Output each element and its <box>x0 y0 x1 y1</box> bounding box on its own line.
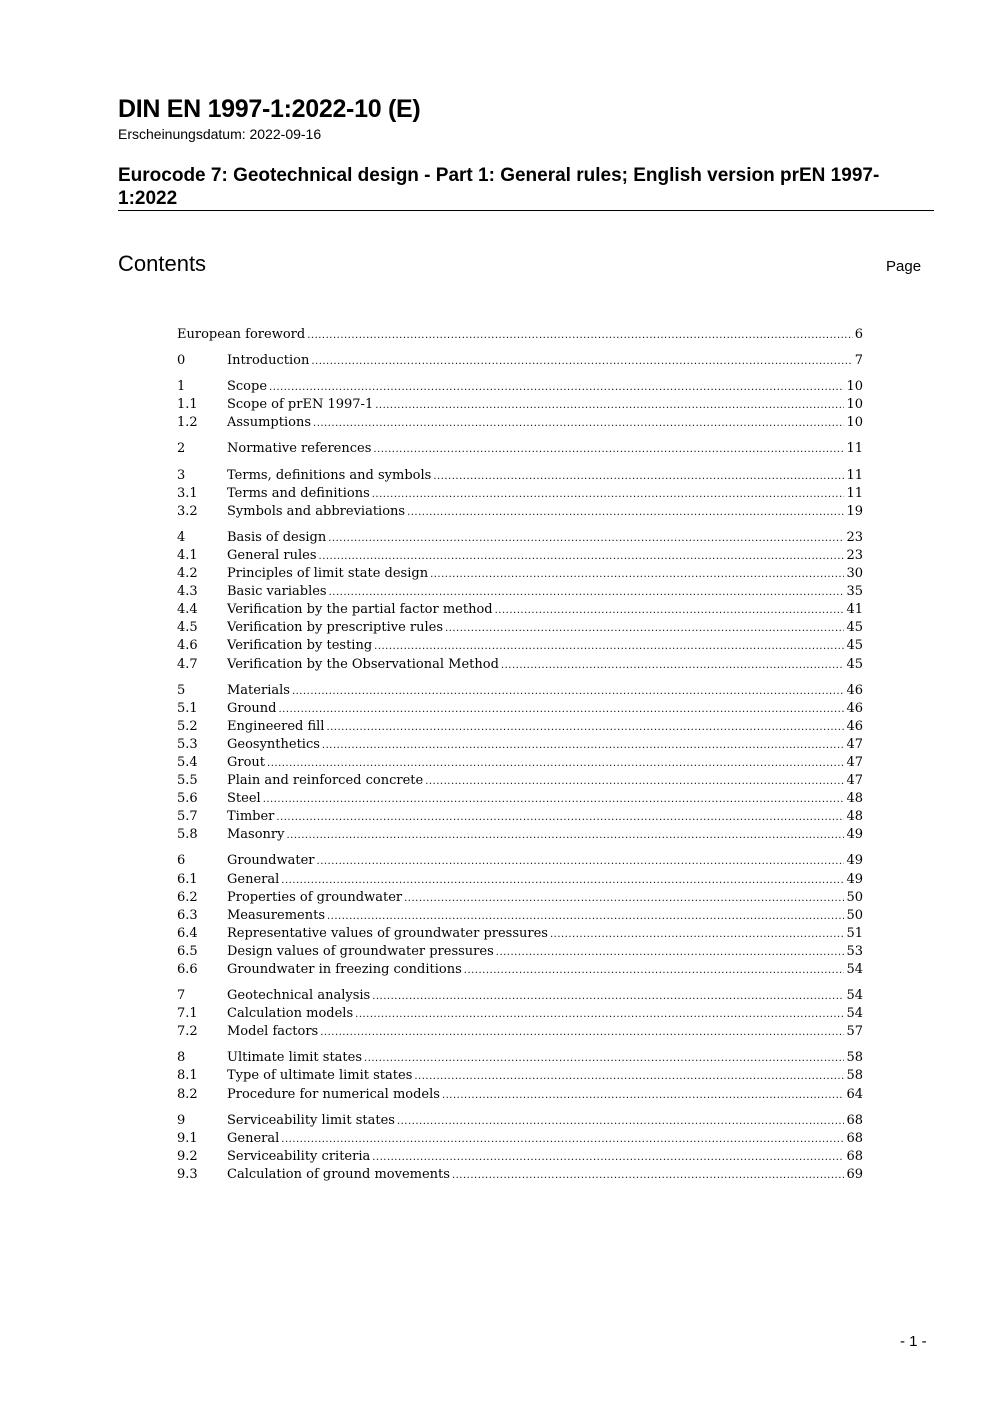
toc-leader <box>445 619 844 638</box>
toc-entry[interactable] <box>177 637 863 655</box>
toc-leader <box>281 871 844 890</box>
toc-entry[interactable] <box>177 718 863 736</box>
toc-entry-title: Groundwater <box>227 853 315 869</box>
toc-entry-title: General <box>227 871 280 887</box>
toc-entry-page: 23 <box>846 547 863 563</box>
toc-group-0 <box>177 352 863 370</box>
toc-entry-page: 48 <box>846 809 863 825</box>
toc-leader <box>317 852 845 871</box>
toc-leader <box>267 754 844 773</box>
toc-entry-title: Principles of limit state design <box>227 566 429 582</box>
toc-entry[interactable] <box>177 987 863 1005</box>
toc-entry[interactable] <box>177 943 863 961</box>
toc-entry-page: 51 <box>846 925 863 941</box>
toc-entry-number: 6.3 <box>177 907 198 923</box>
toc-leader <box>452 1166 845 1185</box>
toc-entry[interactable] <box>177 1067 863 1085</box>
toc-entry-title: Ultimate limit states <box>227 1050 363 1066</box>
toc-entry-page: 50 <box>846 889 863 905</box>
toc-entry-title: Verification by the Observational Method <box>227 656 499 672</box>
toc-entry-title: Serviceability limit states <box>227 1112 395 1128</box>
toc-entry[interactable] <box>177 583 863 601</box>
toc-entry-number: 4.6 <box>177 638 198 654</box>
toc-leader <box>496 943 845 962</box>
toc-entry[interactable] <box>177 547 863 565</box>
toc-entry-page: 10 <box>846 397 863 413</box>
toc-entry-title: Representative values of groundwater pressures <box>227 925 548 941</box>
toc-leader <box>355 1005 844 1024</box>
toc-entry-number: 4.3 <box>177 584 198 600</box>
toc-entry-page: 45 <box>846 638 863 654</box>
toc-entry-title: Measurements <box>227 907 325 923</box>
toc-entry-page: 10 <box>846 415 863 431</box>
toc-leader <box>414 1067 844 1086</box>
toc-leader <box>372 485 845 504</box>
toc-entry-number: 7.1 <box>177 1006 198 1022</box>
contents-heading: Contents <box>118 251 207 276</box>
toc-leader <box>287 826 845 845</box>
toc-entry-title: Geosynthetics <box>227 736 320 752</box>
toc-leader <box>311 352 852 371</box>
toc-leader <box>425 772 844 791</box>
toc-entry-number: 4.1 <box>177 547 198 563</box>
toc-entry[interactable] <box>177 682 863 700</box>
toc-entry-page: 10 <box>846 379 863 395</box>
toc-entry-title: General <box>227 1130 280 1146</box>
header-divider <box>118 210 934 211</box>
toc-entry[interactable] <box>177 601 863 619</box>
toc-entry[interactable] <box>177 1023 863 1041</box>
toc-entry-page: 49 <box>846 827 863 843</box>
toc-entry-number: 4.4 <box>177 602 198 618</box>
toc-leader <box>269 378 844 397</box>
toc-entry-page: 50 <box>846 907 863 923</box>
footer-page-number: - 1 - <box>900 1333 927 1350</box>
toc-entry-number: 6.1 <box>177 871 198 887</box>
toc-entry[interactable] <box>177 352 863 370</box>
toc-entry-page: 58 <box>846 1050 863 1066</box>
toc-entry[interactable] <box>177 529 863 547</box>
toc-leader <box>397 1112 845 1131</box>
toc-entry-title: General rules <box>227 547 317 563</box>
toc-leader <box>320 1023 844 1042</box>
toc-entry[interactable] <box>177 1130 863 1148</box>
toc-entry-number: 9.2 <box>177 1148 198 1164</box>
toc-entry-title: Design values of groundwater pressures <box>227 943 494 959</box>
toc-entry[interactable] <box>177 503 863 521</box>
toc-entry-page: 49 <box>846 871 863 887</box>
toc-leader <box>495 601 845 620</box>
toc-entry-title: Assumptions <box>227 415 312 431</box>
toc-leader <box>375 396 844 415</box>
toc-group-9 <box>177 1112 863 1184</box>
toc-entry-title: European foreword <box>177 327 306 342</box>
toc-entry-title: Timber <box>227 809 275 825</box>
toc-entry-page: 46 <box>846 700 863 716</box>
toc-group-3 <box>177 467 863 521</box>
toc-group-8 <box>177 1049 863 1103</box>
toc-leader <box>374 637 844 656</box>
toc-entry-title: Plain and reinforced concrete <box>227 773 424 789</box>
toc-leader <box>464 961 845 980</box>
toc-leader <box>433 467 844 486</box>
toc-entry-number: 4.7 <box>177 656 198 672</box>
toc-entry-page: 58 <box>846 1068 863 1084</box>
toc-entry-page: 11 <box>846 441 863 457</box>
toc-entry-title: Scope of prEN 1997-1 <box>227 397 374 413</box>
toc-entry-number: 4.5 <box>177 620 198 636</box>
toc-entry-number: 6 <box>177 853 186 869</box>
toc-entry-page: 45 <box>846 656 863 672</box>
toc-entry[interactable] <box>177 378 863 396</box>
toc-entry-page: 54 <box>846 962 863 977</box>
toc-leader <box>328 529 844 548</box>
toc-entry-page: 47 <box>846 773 863 789</box>
toc-entry-number: 5.4 <box>177 754 198 770</box>
toc-entry-number: 8.1 <box>177 1068 198 1084</box>
toc-entry-page: 23 <box>846 529 863 545</box>
toc-entry-title: Ground <box>227 700 277 716</box>
toc-entry-page: 7 <box>854 353 863 369</box>
toc-entry[interactable] <box>177 871 863 889</box>
toc-entry-page: 49 <box>846 853 863 869</box>
toc-entry-number: 5.2 <box>177 718 198 734</box>
toc-entry[interactable] <box>177 889 863 907</box>
toc-entry-number: 2 <box>177 441 186 457</box>
toc-entry-page: 41 <box>846 602 863 618</box>
toc-entry-title: Calculation models <box>227 1006 354 1022</box>
toc-entry-title: Procedure for numerical models <box>227 1086 440 1102</box>
toc-entry[interactable] <box>177 736 863 754</box>
toc-leader <box>313 414 844 433</box>
toc-entry-title: Normative references <box>227 441 372 457</box>
toc-entry-title: Terms and definitions <box>227 485 370 501</box>
toc-entry-number: 5.3 <box>177 736 198 752</box>
toc-entry-page: 54 <box>846 988 863 1004</box>
toc-entry-number: 1.1 <box>177 397 198 413</box>
document-title: Eurocode 7: Geotechnical design - Part 1: General rules; English version prEN 1997-1:2022 <box>118 165 880 209</box>
toc-entry[interactable] <box>177 754 863 772</box>
toc-entry-number: 8.2 <box>177 1086 198 1102</box>
toc-entry-title: Calculation of ground movements <box>227 1166 450 1182</box>
table-of-contents <box>177 326 863 1192</box>
toc-entry-page: 68 <box>846 1130 863 1146</box>
toc-entry-page: 54 <box>846 1006 863 1022</box>
toc-group-7 <box>177 987 863 1041</box>
toc-leader <box>430 565 844 584</box>
toc-entry-title: Geotechnical analysis <box>227 988 371 1004</box>
toc-entry-page: 11 <box>846 467 863 483</box>
toc-entry[interactable] <box>177 440 863 458</box>
toc-entry[interactable] <box>177 826 863 844</box>
toc-entry-number: 7 <box>177 988 186 1004</box>
toc-entry-title: Scope <box>227 379 268 395</box>
toc-entry[interactable] <box>177 396 863 414</box>
page-column-heading: Page <box>886 258 922 275</box>
toc-entry-number: 5.8 <box>177 827 198 843</box>
toc-entry[interactable] <box>177 772 863 790</box>
toc-leader <box>364 1049 844 1068</box>
toc-group-1 <box>177 378 863 432</box>
toc-entry[interactable] <box>177 925 863 943</box>
toc-entry-page: 53 <box>846 943 863 959</box>
toc-entry[interactable] <box>177 326 863 344</box>
toc-entry-number: 5.7 <box>177 809 198 825</box>
toc-entry-page: 47 <box>846 754 863 770</box>
toc-entry-number: 9.1 <box>177 1130 198 1146</box>
toc-entry[interactable] <box>177 808 863 826</box>
toc-entry-title: Groundwater in freezing conditions <box>227 962 462 977</box>
toc-leader <box>442 1086 845 1105</box>
toc-entry-title: Properties of groundwater <box>227 889 403 905</box>
toc-entry-number: 8 <box>177 1050 186 1066</box>
toc-entry-title: Symbols and abbreviations <box>227 503 406 519</box>
toc-entry-page: 46 <box>846 682 863 698</box>
toc-leader <box>279 700 845 719</box>
toc-entry-page: 35 <box>846 584 863 600</box>
toc-entry-page: 68 <box>846 1148 863 1164</box>
toc-entry-title: Verification by testing <box>227 638 373 654</box>
toc-entry-number: 6.5 <box>177 943 198 959</box>
toc-entry[interactable] <box>177 1148 863 1166</box>
toc-entry-number: 5.5 <box>177 773 198 789</box>
toc-entry-number: 3.2 <box>177 503 198 519</box>
toc-entry[interactable] <box>177 1166 863 1184</box>
toc-entry[interactable] <box>177 1112 863 1130</box>
toc-entry[interactable] <box>177 485 863 503</box>
toc-entry[interactable] <box>177 852 863 870</box>
toc-entry-title: Basic variables <box>227 584 327 600</box>
toc-leader <box>501 656 845 675</box>
toc-leader <box>407 503 844 522</box>
toc-leader <box>292 682 845 701</box>
toc-entry[interactable] <box>177 790 863 808</box>
toc-entry[interactable] <box>177 1049 863 1067</box>
toc-entry[interactable] <box>177 907 863 925</box>
toc-leader <box>276 808 844 827</box>
toc-leader <box>329 583 845 602</box>
toc-entry-number: 0 <box>177 353 186 369</box>
toc-entry-title: Steel <box>227 791 261 807</box>
toc-leader <box>326 718 844 737</box>
toc-entry-number: 6.6 <box>177 962 198 977</box>
toc-entry-title: Materials <box>227 682 290 698</box>
toc-entry-number: 1.2 <box>177 415 198 431</box>
toc-group-2 <box>177 440 863 458</box>
toc-entry-page: 48 <box>846 791 863 807</box>
toc-leader <box>281 1130 844 1149</box>
toc-leader <box>319 547 845 566</box>
toc-entry-page: 11 <box>846 485 863 501</box>
toc-entry-number: 6.4 <box>177 925 198 941</box>
toc-entry-page: 47 <box>846 736 863 752</box>
toc-entry-page: 68 <box>846 1112 863 1128</box>
toc-entry-title: Basis of design <box>227 529 327 545</box>
toc-entry[interactable] <box>177 700 863 718</box>
toc-entry-number: 5.1 <box>177 700 198 716</box>
toc-entry-page: 30 <box>846 566 863 582</box>
publication-date: Erscheinungsdatum: 2022-09-16 <box>118 126 322 142</box>
toc-entry-number: 3 <box>177 467 186 483</box>
toc-entry-page: 64 <box>846 1086 863 1102</box>
toc-entry-title: Masonry <box>227 827 285 843</box>
toc-entry-title: Serviceability criteria <box>227 1148 371 1164</box>
toc-entry[interactable] <box>177 656 863 674</box>
toc-entry[interactable] <box>177 1005 863 1023</box>
toc-entry-title: Verification by the partial factor method <box>227 602 493 618</box>
toc-entry-page: 57 <box>846 1024 863 1040</box>
toc-entry-number: 5.6 <box>177 791 198 807</box>
toc-entry-number: 1 <box>177 379 186 395</box>
toc-entry-page: 19 <box>846 503 863 519</box>
toc-leader <box>263 790 845 809</box>
toc-entry-number: 3.1 <box>177 485 198 501</box>
toc-entry-number: 5 <box>177 682 186 698</box>
toc-group-6 <box>177 852 863 979</box>
toc-entry-number: 9.3 <box>177 1166 198 1182</box>
toc-entry[interactable] <box>177 619 863 637</box>
toc-entry-number: 6.2 <box>177 889 198 905</box>
toc-entry-number: 7.2 <box>177 1024 198 1040</box>
document-id: DIN EN 1997-1:2022-10 (E) <box>118 95 421 123</box>
toc-entry-page: 6 <box>854 327 863 342</box>
toc-entry[interactable] <box>177 565 863 583</box>
toc-entry-number: 4.2 <box>177 566 198 582</box>
toc-entry-title: Model factors <box>227 1024 319 1040</box>
toc-entry[interactable] <box>177 1086 863 1104</box>
toc-entry[interactable] <box>177 961 863 979</box>
toc-group-4 <box>177 529 863 674</box>
toc-leader <box>550 925 844 944</box>
toc-leader <box>327 907 844 926</box>
toc-entry-page: 46 <box>846 718 863 734</box>
toc-leader <box>372 1148 844 1167</box>
toc-group-5 <box>177 682 863 845</box>
toc-leader <box>307 326 853 345</box>
toc-entry-title: Type of ultimate limit states <box>227 1068 413 1084</box>
toc-leader <box>404 889 844 908</box>
toc-entry-title: Introduction <box>227 353 310 369</box>
toc-entry[interactable] <box>177 414 863 432</box>
toc-leader <box>322 736 845 755</box>
toc-leader <box>372 987 844 1006</box>
toc-entry-title: Terms, definitions and symbols <box>227 467 432 483</box>
toc-leader <box>373 440 844 459</box>
toc-entry-number: 4 <box>177 529 186 545</box>
toc-entry-title: Grout <box>227 754 266 770</box>
toc-entry-title: Verification by prescriptive rules <box>227 620 444 636</box>
toc-entry-page: 69 <box>846 1166 863 1182</box>
toc-entry[interactable] <box>177 467 863 485</box>
toc-entry-title: Engineered fill <box>227 718 325 734</box>
toc-entry-number: 9 <box>177 1112 186 1128</box>
toc-entry-page: 45 <box>846 620 863 636</box>
toc-group-foreword <box>177 326 863 344</box>
